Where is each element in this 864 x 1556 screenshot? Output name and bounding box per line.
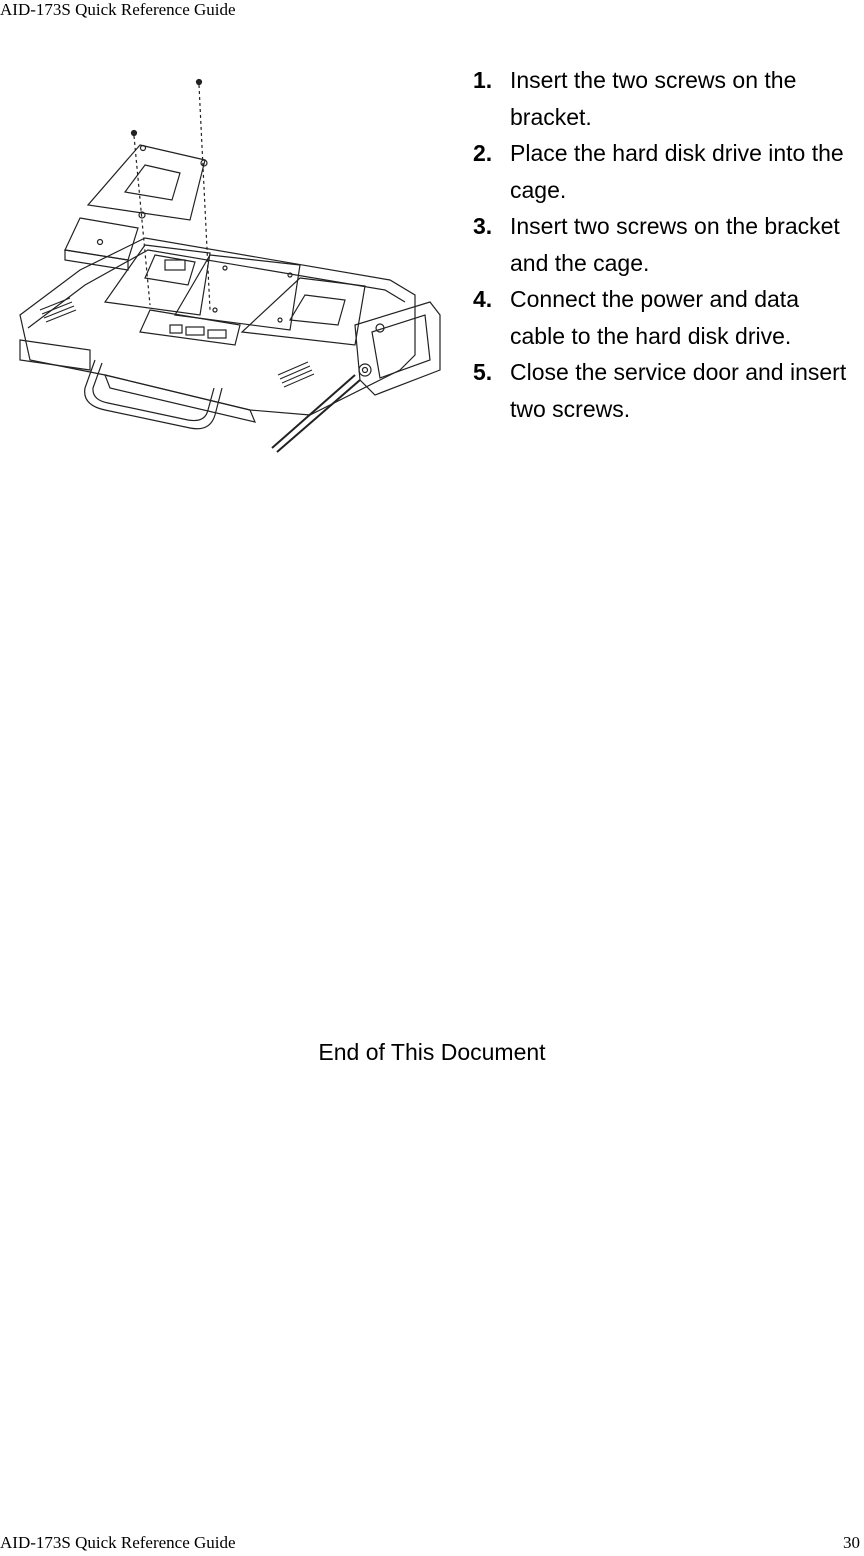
step-item — [473, 135, 853, 208]
step-number: 4. — [473, 286, 493, 312]
step-text: Place the hard disk drive into the cage. — [510, 140, 844, 203]
hdd-installation-illustration — [10, 70, 450, 460]
step-text: Insert two screws on the bracket and the cage. — [510, 213, 840, 276]
step-number: 3. — [473, 213, 493, 239]
step-number: 5. — [473, 359, 493, 385]
step-item — [473, 62, 853, 135]
screw-icon — [132, 80, 202, 136]
page-number: 30 — [843, 1533, 860, 1552]
step-text: Connect the power and data cable to the hard disk drive. — [510, 286, 799, 349]
step-text: Close the service door and insert two screws. — [510, 359, 847, 422]
page-header: AID-173S Quick Reference Guide — [0, 0, 236, 19]
step-item — [473, 354, 853, 427]
step-text: Insert the two screws on the bracket. — [510, 67, 797, 130]
page-footer-title: AID-173S Quick Reference Guide — [0, 1533, 236, 1552]
step-number: 1. — [473, 67, 493, 93]
instruction-steps — [473, 62, 853, 427]
step-item — [473, 208, 853, 281]
step-number: 2. — [473, 140, 493, 166]
end-of-document-text: End of This Document — [318, 1039, 546, 1065]
step-item — [473, 281, 853, 354]
